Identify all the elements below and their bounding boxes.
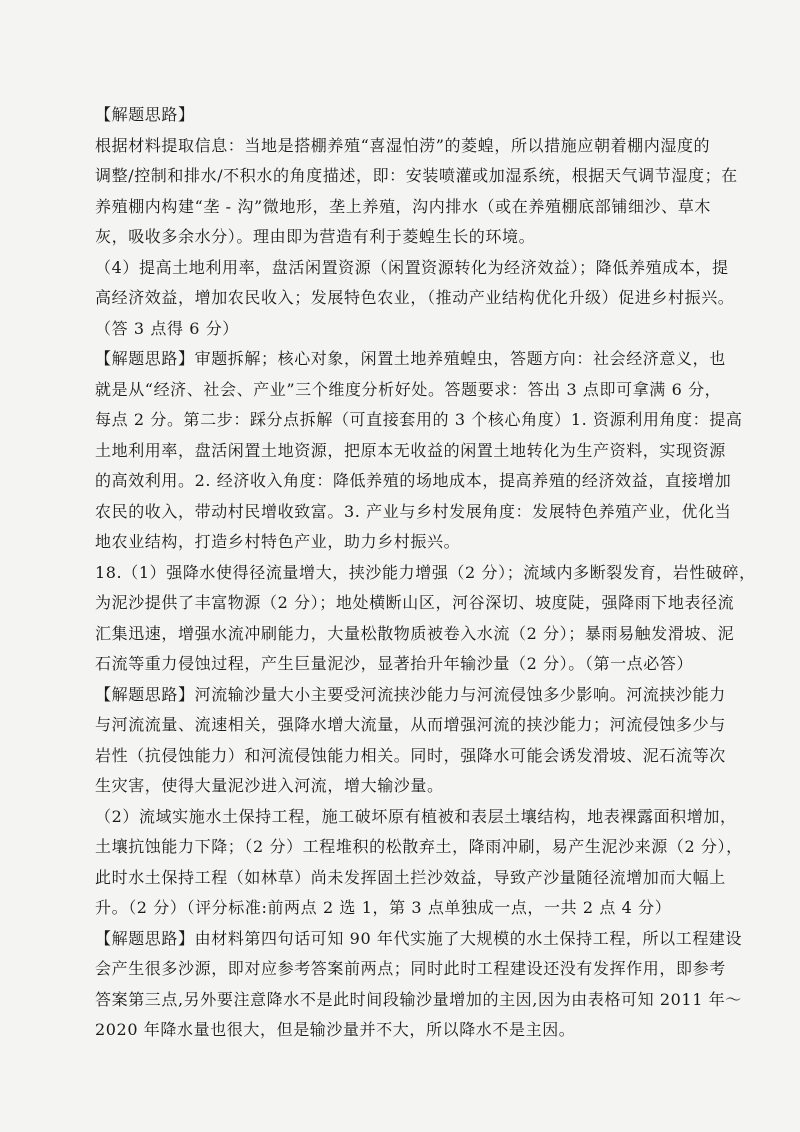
- text-line: 【解题思路】由材料第四句话可知 90 年代实施了大规模的水土保持工程，所以工程建设: [95, 928, 743, 948]
- text-line: 灰，吸收多余水分）。理由即为营造有利于菱蝗生长的环境。: [95, 227, 536, 246]
- text-line: （4）提高土地利用率，盘活闲置资源（闲置资源转化为经济效益）；降低养殖成本，提: [95, 257, 729, 277]
- text-line: 土壤抗蚀能力下降；（2 分）工程堆积的松散弃土，降雨冲刷，易产生泥沙来源（2 分），: [95, 837, 743, 856]
- text-line: 石流等重力侵蚀过程，产生巨量泥沙，显著抬升年输沙量（2 分）。（第一点必答）: [95, 654, 694, 673]
- text-line: 就是从“经济、社会、产业”三个维度分析好处。答题要求：答出 3 点即可拿满 6 分，: [95, 379, 722, 399]
- text-line: 答案第三点,另外要注意降水不是此时间段输沙量增加的主因,因为由表格可知 2011 年～: [95, 989, 742, 1009]
- text-line: 【解题思路】: [95, 105, 195, 124]
- text-line: 2020 年降水量也很大，但是输沙量并不大，所以降水不是主因。: [95, 1020, 576, 1039]
- text-line: 为泥沙提供了丰富物源（2 分）；地处横断山区，河谷深切、坡度陡，强降雨下地表径流: [95, 593, 735, 612]
- text-line: 【解题思路】审题拆解；核心对象，闲置土地养殖蝗虫，答题方向：社会经济意义，也: [95, 349, 726, 368]
- text-line: 农民的收入，带动村民增收致富。3. 产业与乡村发展角度：发展特色养殖产业，优化当: [95, 501, 732, 521]
- text-line: 根据材料提取信息：当地是搭棚养殖“喜湿怕涝”的菱蝗，所以措施应朝着棚内湿度的: [95, 135, 711, 155]
- text-line: 【解题思路】河流输沙量大小主要受河流挟沙能力与河流侵蚀多少影响。河流挟沙能力: [95, 684, 726, 704]
- text-line: 每点 2 分。第二步：踩分点拆解（可直接套用的 3 个核心角度）1. 资源利用角度：提高: [95, 410, 743, 429]
- text-line: 此时水土保持工程（如林草）尚未发挥固土拦沙效益，导致产沙量随径流增加而大幅上: [95, 867, 726, 887]
- text-line: 汇集迅速，增强水流冲刷能力，大量松散物质被卷入水流（2 分）；暴雨易触发滑坡、泥: [95, 623, 735, 643]
- text-line: 与河流流量、流速相关，强降水增大流量，从而增强河流的挟沙能力；河流侵蚀多少与: [95, 715, 726, 734]
- text-line: 生灾害，使得大量泥沙进入河流，增大输沙量。: [95, 776, 444, 795]
- text-line: 岩性（抗侵蚀能力）和河流侵蚀能力相关。同时，强降水可能会诱发滑坡、泥石流等次: [95, 745, 726, 765]
- answer-text-block: [95, 100, 756, 1046]
- text-line: （答 3 点得 6 分）: [95, 318, 239, 338]
- text-line: 养殖棚内构建“垄 - 沟”微地形，垄上养殖，沟内排水（或在养殖棚底部铺细沙、草木: [95, 196, 711, 216]
- text-line: 会产生很多沙源，即对应参考答案前两点；同时此时工程建设还没有发挥作用，即参考: [95, 959, 726, 978]
- text-line: 高经济效益，增加农民收入；发展特色农业，（推动产业结构优化升级）促进乡村振兴。: [95, 288, 735, 307]
- text-line: 地农业结构，打造乡村特色产业，助力乡村振兴。: [95, 532, 461, 551]
- text-line: 的高效利用。2. 经济收入角度：降低养殖的场地成本，提高养殖的经济效益，直接增加: [95, 471, 732, 490]
- text-line: 18.（1）强降水使得径流量增大，挟沙能力增强（2 分）；流域内多断裂发育，岩性破碎，: [95, 562, 756, 582]
- text-line: （2）流域实施水土保持工程，施工破坏原有植被和表层土壤结构，地表裸露面积增加，: [95, 806, 737, 826]
- text-line: 土地利用率，盘活闲置土地资源，把原本无收益的闲置土地转化为生产资料，实现资源: [95, 440, 726, 460]
- text-line: 升。（2 分）（评分标准:前两点 2 选 1，第 3 点单独成一点，一共 2 点 4 分）: [95, 898, 672, 917]
- text-line: 调整/控制和排水/不积水的角度描述，即：安装喷灌或加湿系统，根据天气调节湿度；在: [95, 166, 738, 185]
